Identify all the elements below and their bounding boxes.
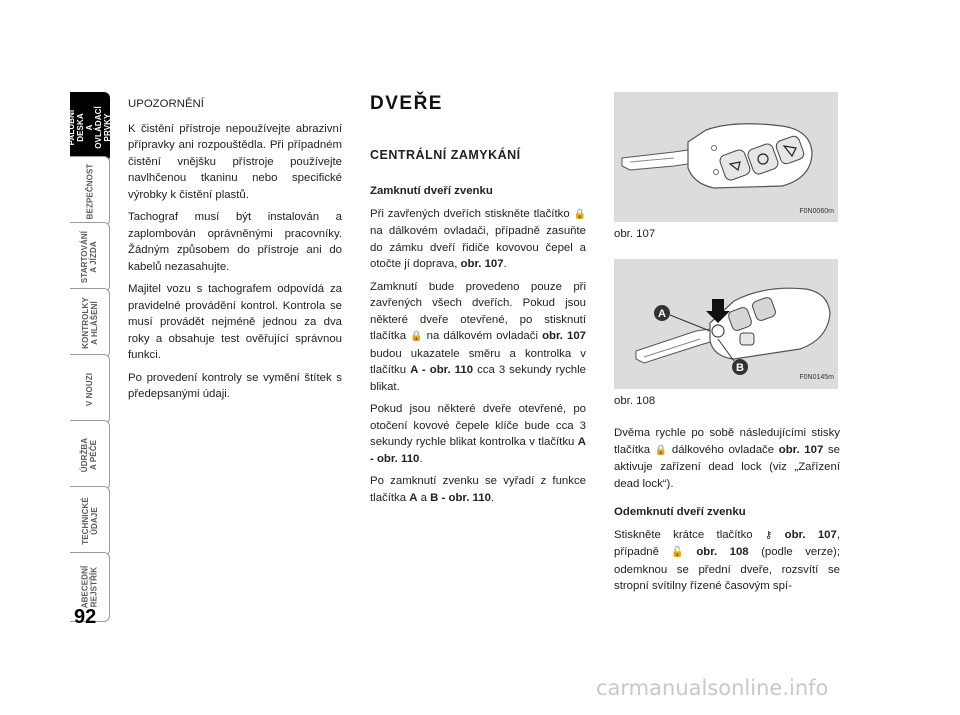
figure-108 [614, 259, 838, 389]
chapter-title: DVEŘE [370, 93, 443, 114]
tab-bezpecnost[interactable] [70, 156, 110, 226]
remote-key-illustration [614, 92, 838, 222]
figure-code: F0N0145m [799, 374, 834, 381]
lock-icon: 🔒 [410, 331, 423, 342]
tab-label: BEZPEČNOST [85, 163, 95, 219]
button-ref: B [430, 491, 439, 504]
warning-paragraph: Majitel vozu s tachografem odpovídá za pravidelné provádění kontrol. Kontrola se musí provádět nejméně jednou za dva roky a obsahuje test ověřující správnou funkci. [128, 283, 342, 361]
figure-caption: obr. 107 [614, 228, 656, 240]
warning-paragraph: K čistění přístroje nepoužívejte abrazivní přípravky ani rozpouštědla. Při případném čistění vnějšku přístroje používejte navlhčenou tkaninu nebo specifické výrobky k čistění plastů. [128, 122, 342, 201]
text: (podle verze); odemknou se přední dveře, rozsvítí se stropní svítilny řízené časovým spí- [614, 546, 841, 592]
lock-icon: 🔒 [573, 208, 586, 220]
tab-label: KONTROLKY A HLÁŠENÍ [80, 297, 99, 349]
text: . [419, 452, 423, 465]
text: cca 3 sekundy rychle blikat. [370, 364, 587, 393]
paragraph [370, 206, 586, 273]
text: Dvěma rychle po sobě následujícími stisky tlačítka [614, 427, 840, 456]
label-b: B [736, 361, 744, 374]
unlock-icon: 🔓 [671, 547, 684, 558]
text: Stiskněte krátce tlačítko [614, 528, 765, 541]
warning-paragraph: Tachograf musí být instalován a zaplombován oprávněnými pracovníky. Žádným způsobem do přístroje ani do kabelů nezasahujte. [128, 211, 342, 273]
figure-ref: A - obr. 110 [410, 364, 474, 376]
figure-107 [614, 92, 838, 222]
paragraph [614, 527, 840, 595]
paragraph [370, 473, 586, 506]
tab-kontrolky[interactable] [70, 288, 110, 358]
tab-label: V NOUZI [85, 372, 94, 406]
warning-paragraph: Po provedení kontroly se vymění štítek s předepsanými údaji. [128, 371, 342, 400]
text: Při zavřených dveřích stiskněte tlačítko [370, 207, 574, 220]
text: a [417, 491, 431, 504]
text: . [503, 258, 507, 270]
paragraph [370, 401, 586, 467]
text: Zamknutí bude provedeno pouze při zavřených všech dveřích. Pokud jsou některé dveře otevřené, po stisknutí tlačítka [370, 280, 586, 342]
key-icon: ⚷ [764, 529, 773, 541]
watermark: carmanualsonline.info [596, 676, 829, 700]
tab-udrzba[interactable] [70, 420, 110, 490]
label-a: A [658, 307, 666, 320]
tab-label: TECHNICKÉ ÚDAJE [80, 497, 99, 545]
text: , případně [614, 528, 841, 558]
figure-ref: - obr. 110 [438, 491, 491, 504]
tab-startovani[interactable] [70, 222, 110, 292]
figure-ref: A - obr. 110 [370, 436, 586, 465]
warning-heading: UPOZORNĚNÍ [128, 98, 204, 110]
doors-column [370, 93, 587, 512]
tab-technicke-udaje[interactable] [70, 486, 110, 556]
text: budou ukazatele směru a kontrolka v tlačítku [370, 347, 586, 376]
tab-label: PALUBNÍ DESKA A OVLÁDACÍ PRVKY [67, 105, 113, 149]
page-number: 92 [74, 606, 97, 628]
tab-label: ABECEDNÍ REJSTŘÍK [80, 565, 99, 609]
figure-caption: obr. 108 [614, 394, 656, 407]
text: . [490, 491, 495, 504]
figures-column [614, 92, 840, 601]
tab-label: STARTOVÁNÍ A JÍZDA [80, 230, 99, 284]
text: se aktivuje zařízení dead lock (viz „Zařízení dead lock“). [614, 443, 840, 490]
text: na dálkovém ovladači [422, 330, 543, 342]
text: Pokud jsou některé dveře otevřené, po otočení kovové čepele klíče bude cca 3 sekundy rychle blikat kontrolka v tlačítku [370, 403, 586, 448]
text: dálkového ovladače [667, 443, 779, 456]
tab-label: ÚDRŽBA A PÉČE [80, 437, 99, 473]
figure-ref: obr. 107 [542, 330, 587, 342]
paragraph [370, 279, 586, 396]
subhead-lock-outside: Zamknutí dveří zvenku [370, 185, 493, 197]
button-ref: A [409, 491, 418, 504]
tab-palubni-deska[interactable] [67, 92, 113, 162]
text: na dálkovém ovladači, případně zasuňte do zámku dveří řidiče kovovou čepel a otočte jí doprava, [370, 225, 586, 270]
paragraph [614, 425, 840, 492]
figure-ref: obr. 107 [772, 528, 837, 541]
subhead-unlock-outside: Odemknutí dveří zvenku [614, 506, 746, 518]
figure-ref: obr. 107 [778, 443, 824, 456]
section-title: CENTRÁLNÍ ZAMYKÁNÍ [370, 147, 521, 162]
lock-icon: 🔒 [654, 444, 668, 456]
remote-key-open-illustration [614, 259, 838, 389]
figure-code: F0N0060m [799, 207, 834, 215]
tab-v-nouzi[interactable] [70, 354, 110, 424]
figure-ref: obr. 107 [460, 258, 504, 270]
text: Po zamknutí zvenku se vyřadí z funkce tlačítka [370, 475, 586, 504]
figure-ref: obr. 108 [683, 546, 749, 558]
warning-column [128, 96, 342, 409]
